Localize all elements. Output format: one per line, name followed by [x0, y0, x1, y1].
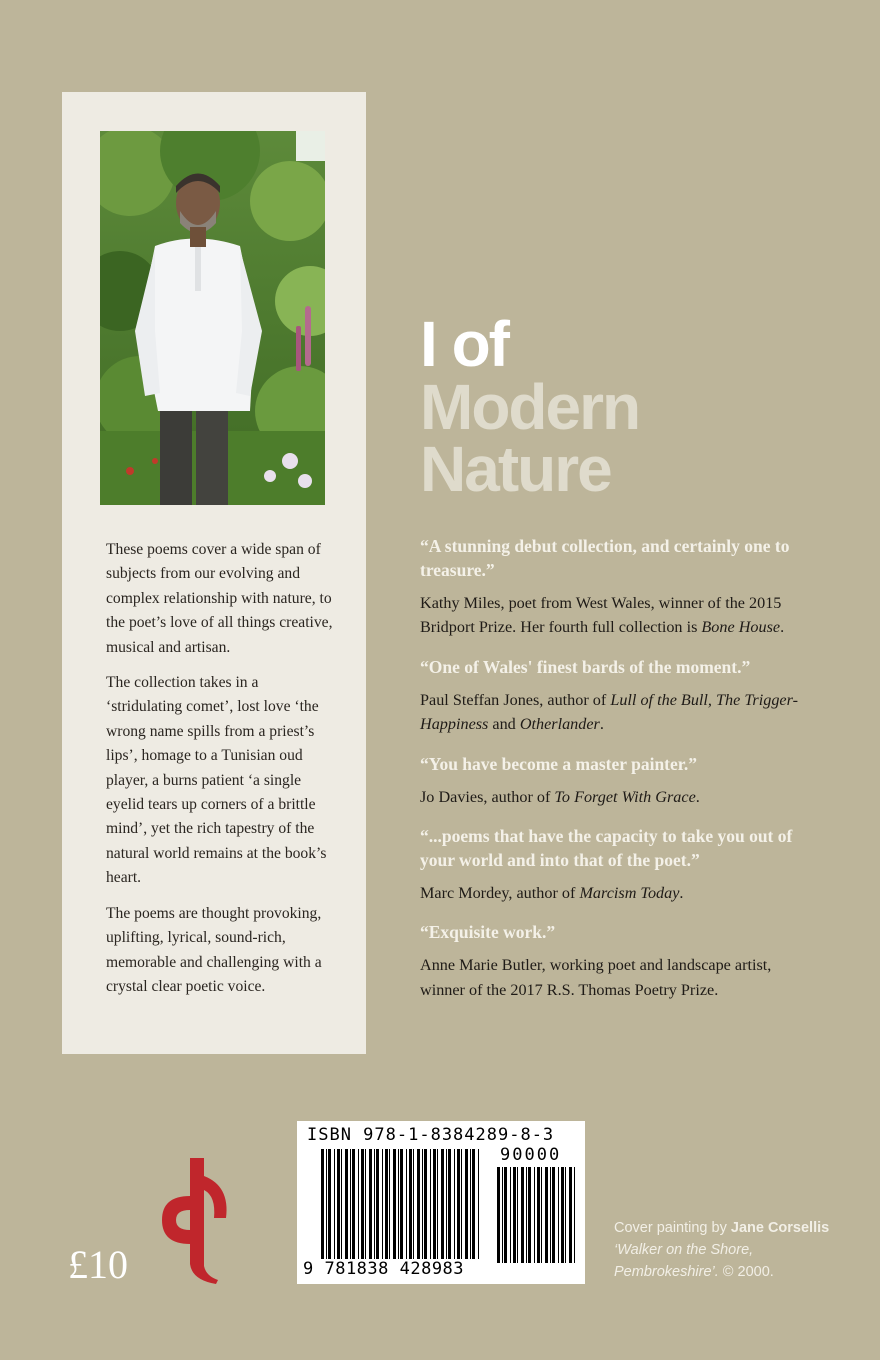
- barcode-bar: [574, 1167, 575, 1263]
- endorsements: [420, 534, 820, 1017]
- isbn-label: ISBN 978-1-8384289-8-3: [307, 1125, 555, 1145]
- cover-credit: [614, 1217, 834, 1283]
- endorsement: [420, 655, 820, 737]
- barcode-bar: [374, 1149, 375, 1259]
- endorsement: [420, 534, 820, 640]
- barcode-bar: [417, 1149, 420, 1259]
- barcode-bar: [528, 1167, 531, 1263]
- barcode-bar: [446, 1149, 447, 1259]
- endorsement: [420, 752, 820, 809]
- author-photo: [100, 131, 325, 505]
- barcode-bar: [517, 1167, 518, 1263]
- endorsement-attribution: Marc Mordey, author of Marcism Today.: [420, 884, 684, 903]
- barcode-bar: [552, 1167, 555, 1263]
- barcode-bar: [389, 1149, 390, 1259]
- barcode-bar: [369, 1149, 372, 1259]
- barcode-addon: 90000: [500, 1145, 562, 1165]
- barcode-bar: [350, 1149, 351, 1259]
- barcode-bar: [321, 1149, 324, 1259]
- barcode-bar: [433, 1149, 436, 1259]
- endorsement-quote: “Exquisite work.”: [420, 922, 556, 943]
- barcode-bar: [376, 1149, 379, 1259]
- barcode-bar: [465, 1149, 468, 1259]
- barcode-bar: [430, 1149, 431, 1259]
- endorsement-attribution: Kathy Miles, poet from West Wales, winner of the 2015 Bridport Prize. Her fourth full collection is Bone House.: [420, 594, 785, 637]
- barcode-bar: [478, 1149, 479, 1259]
- credit-line: Cover painting by Jane Corsellis: [614, 1220, 830, 1236]
- barcode-bar: [424, 1149, 427, 1259]
- barcode-bar: [470, 1149, 471, 1259]
- barcode-bar: [393, 1149, 396, 1259]
- barcode-bar: [510, 1167, 511, 1263]
- book-title: [420, 308, 640, 505]
- endorsement: [420, 920, 820, 1002]
- barcode-bar: [400, 1149, 403, 1259]
- title-line-3: Nature: [420, 433, 611, 505]
- barcode-bar: [502, 1167, 503, 1263]
- barcode-bar: [541, 1167, 542, 1263]
- blurb-paragraph-1: These poems cover a wide span of subjects from our evolving and complex relationship with nature, to the poet’s love of all things creative, musical and artisan.: [106, 541, 333, 656]
- endorsement-quote: “A stunning debut collection, and certainly one to treasure.”: [420, 536, 790, 580]
- barcode-bar: [361, 1149, 364, 1259]
- publisher-logo-icon: [160, 1156, 232, 1289]
- barcode-bar: [550, 1167, 551, 1263]
- credit-work: ‘Walker on the Shore, Pembrokeshire’. © 2000.: [614, 1242, 774, 1280]
- barcode-bar: [409, 1149, 412, 1259]
- barcode-bar: [457, 1149, 460, 1259]
- endorsement-quote: “One of Wales' finest bards of the moment.”: [420, 656, 751, 677]
- barcode-bar: [398, 1149, 399, 1259]
- barcode-bar: [437, 1149, 438, 1259]
- author-photo-image: [100, 131, 325, 505]
- barcode-digits: 9 781838 428983: [303, 1259, 465, 1279]
- barcode-bar: [454, 1149, 455, 1259]
- title-line-1: I of: [420, 308, 508, 380]
- barcode-bar: [569, 1167, 572, 1263]
- barcode-bar: [526, 1167, 527, 1263]
- barcode-bar: [565, 1167, 566, 1263]
- barcode-bar: [334, 1149, 335, 1259]
- barcode-bar: [337, 1149, 340, 1259]
- title-line-2: Modern: [420, 371, 640, 443]
- endorsement-quote: “You have become a master painter.”: [420, 753, 698, 774]
- barcode-bar: [422, 1149, 423, 1259]
- barcode-bar: [352, 1149, 355, 1259]
- barcode-bar: [558, 1167, 559, 1263]
- barcode-bar: [441, 1149, 444, 1259]
- price: £10: [68, 1242, 128, 1287]
- barcode-bar: [513, 1167, 516, 1263]
- barcode-bar: [413, 1149, 414, 1259]
- barcode-bar: [341, 1149, 342, 1259]
- endorsement-attribution: Paul Steffan Jones, author of Lull of the Bull, The Trigger-Happiness and Otherlander.: [420, 690, 798, 734]
- barcode-bar: [504, 1167, 507, 1263]
- barcode-bar: [365, 1149, 366, 1259]
- barcode-bar: [448, 1149, 451, 1259]
- barcode-bar: [461, 1149, 462, 1259]
- artist-name: Jane Corsellis: [730, 1220, 830, 1236]
- barcode-bar: [345, 1149, 348, 1259]
- barcode-bar: [545, 1167, 548, 1263]
- barcode-bar: [406, 1149, 407, 1259]
- endorsement-quote: “...poems that have the capacity to take you out of your world and into that of the poet.”: [420, 826, 793, 871]
- endorsement-attribution: Anne Marie Butler, working poet and landscape artist, winner of the 2017 R.S. Thomas Poetry Prize.: [420, 956, 772, 999]
- barcode-bar: [521, 1167, 524, 1263]
- endorsement-attribution: Jo Davies, author of To Forget With Grace.: [420, 787, 700, 806]
- blurb-paragraph-3: The poems are thought provoking, uplifting, lyrical, sound-rich, memorable and challenging with a crystal clear poetic voice.: [106, 904, 322, 995]
- blurb-text: [106, 538, 338, 1010]
- blurb-paragraph-2: The collection takes in a ‘stridulating comet’, lost love ‘the wrong name spills from a priest’s lips’, homage to a Tunisian oud player, a burns patient ‘a single eyelid tears up corners of a brittle mind’, yet the rich tapestry of the natural world remains at the book’s heart.: [106, 674, 327, 887]
- isbn-barcode: [297, 1121, 585, 1284]
- barcode-bar: [472, 1149, 475, 1259]
- endorsement: [420, 824, 820, 905]
- barcode-bar: [537, 1167, 540, 1263]
- barcode-bar: [328, 1149, 331, 1259]
- barcode-bar: [561, 1167, 564, 1263]
- barcode-bar: [534, 1167, 535, 1263]
- barcode-bar: [326, 1149, 327, 1259]
- barcode-bar: [385, 1149, 388, 1259]
- barcode-bar: [382, 1149, 383, 1259]
- blurb-panel: [62, 92, 366, 1054]
- barcode-bar: [358, 1149, 359, 1259]
- barcode-bar: [497, 1167, 500, 1263]
